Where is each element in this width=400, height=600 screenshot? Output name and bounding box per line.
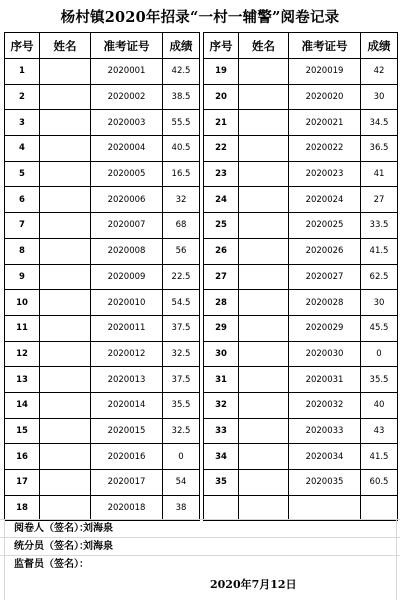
seq-cell: 18 xyxy=(5,495,40,521)
seq-cell: 26 xyxy=(204,238,239,264)
table-row xyxy=(204,213,398,239)
exam-id-cell: 2020034 xyxy=(289,444,361,470)
score-cell: 27 xyxy=(361,187,398,213)
table-row xyxy=(204,418,398,444)
exam-id-cell: 2020031 xyxy=(289,367,361,393)
exam-id-cell: 2020015 xyxy=(91,418,163,444)
header-exam-id: 准考证号 xyxy=(91,33,163,59)
name-cell xyxy=(239,290,289,316)
score-cell: 32.5 xyxy=(163,341,200,367)
seq-cell: 11 xyxy=(5,315,40,341)
name-cell xyxy=(239,264,289,290)
score-cell: 0 xyxy=(361,341,398,367)
name-cell xyxy=(40,264,91,290)
table-row xyxy=(5,187,200,213)
name-cell xyxy=(40,84,91,110)
exam-id-cell: 2020018 xyxy=(91,495,163,521)
exam-id-cell: 2020019 xyxy=(289,59,361,85)
seq-cell: 33 xyxy=(204,418,239,444)
exam-id-cell: 2020002 xyxy=(91,84,163,110)
seq-cell: 10 xyxy=(5,290,40,316)
exam-id-cell: 2020022 xyxy=(289,136,361,162)
marker-signature: 刘海泉 xyxy=(83,523,113,534)
exam-id-cell: 2020009 xyxy=(91,264,163,290)
name-cell xyxy=(239,187,289,213)
seq-cell: 32 xyxy=(204,392,239,418)
exam-id-cell: 2020010 xyxy=(91,290,163,316)
score-cell: 56 xyxy=(163,238,200,264)
seq-cell: 24 xyxy=(204,187,239,213)
score-cell: 0 xyxy=(163,444,200,470)
exam-id-cell: 2020033 xyxy=(289,418,361,444)
score-cell: 40.5 xyxy=(163,136,200,162)
seq-cell: 35 xyxy=(204,470,239,496)
score-cell: 30 xyxy=(361,84,398,110)
seq-cell: 25 xyxy=(204,213,239,239)
seq-cell: 31 xyxy=(204,367,239,393)
exam-id-cell: 2020012 xyxy=(91,341,163,367)
table-row xyxy=(5,213,200,239)
table-row xyxy=(5,444,200,470)
score-cell: 22.5 xyxy=(163,264,200,290)
empty-table-row xyxy=(204,495,398,521)
record-date: 2020年7月12日 xyxy=(210,578,297,591)
supervisor-label: 监督员（签名）： xyxy=(14,559,89,570)
table-row xyxy=(204,470,398,496)
table-row xyxy=(5,84,200,110)
score-cell: 43 xyxy=(361,418,398,444)
name-cell xyxy=(239,392,289,418)
table-row xyxy=(5,264,200,290)
exam-id-cell: 2020020 xyxy=(289,84,361,110)
header-name: 姓名 xyxy=(40,33,91,59)
seq-cell: 14 xyxy=(5,392,40,418)
table-row xyxy=(5,110,200,136)
seq-cell: 27 xyxy=(204,264,239,290)
empty-cell xyxy=(239,495,289,521)
score-table-left xyxy=(4,32,200,521)
name-cell xyxy=(40,187,91,213)
table-row xyxy=(204,187,398,213)
exam-id-cell: 2020008 xyxy=(91,238,163,264)
seq-cell: 16 xyxy=(5,444,40,470)
name-cell xyxy=(239,84,289,110)
table-row xyxy=(204,161,398,187)
table-row xyxy=(204,392,398,418)
seq-cell: 22 xyxy=(204,136,239,162)
exam-id-cell: 2020001 xyxy=(91,59,163,85)
score-cell: 35.5 xyxy=(163,392,200,418)
seq-cell: 8 xyxy=(5,238,40,264)
seq-cell: 13 xyxy=(5,367,40,393)
table-row xyxy=(204,367,398,393)
score-cell: 32 xyxy=(163,187,200,213)
exam-id-cell: 2020013 xyxy=(91,367,163,393)
name-cell xyxy=(239,136,289,162)
name-cell xyxy=(239,315,289,341)
table-row xyxy=(5,495,200,521)
table-row xyxy=(5,315,200,341)
score-cell: 41.5 xyxy=(361,444,398,470)
exam-id-cell: 2020028 xyxy=(289,290,361,316)
seq-cell: 2 xyxy=(5,84,40,110)
seq-cell: 6 xyxy=(5,187,40,213)
sheet-gridline xyxy=(396,519,397,600)
name-cell xyxy=(239,418,289,444)
score-cell: 33.5 xyxy=(361,213,398,239)
score-cell: 38 xyxy=(163,495,200,521)
sheet-gridline xyxy=(4,519,5,600)
header-exam-id: 准考证号 xyxy=(289,33,361,59)
seq-cell: 30 xyxy=(204,341,239,367)
header-score: 成绩 xyxy=(361,33,398,59)
table-row xyxy=(204,136,398,162)
seq-cell: 7 xyxy=(5,213,40,239)
score-cell: 36.5 xyxy=(361,136,398,162)
exam-id-cell: 2020016 xyxy=(91,444,163,470)
table-row xyxy=(204,59,398,85)
table-row xyxy=(204,110,398,136)
name-cell xyxy=(40,161,91,187)
name-cell xyxy=(239,59,289,85)
exam-id-cell: 2020011 xyxy=(91,315,163,341)
header-name: 姓名 xyxy=(239,33,289,59)
name-cell xyxy=(40,110,91,136)
exam-id-cell: 2020023 xyxy=(289,161,361,187)
exam-id-cell: 2020006 xyxy=(91,187,163,213)
score-cell: 54.5 xyxy=(163,290,200,316)
table-row xyxy=(204,264,398,290)
seq-cell: 5 xyxy=(5,161,40,187)
table-row xyxy=(204,315,398,341)
table-row xyxy=(204,290,398,316)
seq-cell: 17 xyxy=(5,470,40,496)
name-cell xyxy=(239,444,289,470)
name-cell xyxy=(239,161,289,187)
seq-cell: 23 xyxy=(204,161,239,187)
score-cell: 54 xyxy=(163,470,200,496)
name-cell xyxy=(40,290,91,316)
seq-cell: 20 xyxy=(204,84,239,110)
score-cell: 34.5 xyxy=(361,110,398,136)
name-cell xyxy=(40,341,91,367)
score-cell: 41.5 xyxy=(361,238,398,264)
name-cell xyxy=(239,110,289,136)
name-cell xyxy=(40,470,91,496)
table-row xyxy=(5,392,200,418)
tally-signature-line xyxy=(0,537,400,556)
table-row xyxy=(204,444,398,470)
score-cell: 37.5 xyxy=(163,367,200,393)
seq-cell: 4 xyxy=(5,136,40,162)
name-cell xyxy=(40,238,91,264)
exam-id-cell: 2020003 xyxy=(91,110,163,136)
name-cell xyxy=(40,418,91,444)
exam-id-cell: 2020005 xyxy=(91,161,163,187)
exam-id-cell: 2020004 xyxy=(91,136,163,162)
seq-cell: 15 xyxy=(5,418,40,444)
table-row xyxy=(5,418,200,444)
table-row xyxy=(5,161,200,187)
score-cell: 42.5 xyxy=(163,59,200,85)
name-cell xyxy=(239,367,289,393)
marker-signature-line xyxy=(0,519,400,538)
table-row xyxy=(204,341,398,367)
score-cell: 30 xyxy=(361,290,398,316)
table-header-row xyxy=(5,33,200,59)
table-row xyxy=(204,84,398,110)
tally-signature: 刘海泉 xyxy=(83,541,113,552)
seq-cell: 12 xyxy=(5,341,40,367)
exam-id-cell: 2020035 xyxy=(289,470,361,496)
name-cell xyxy=(239,238,289,264)
score-cell: 41 xyxy=(361,161,398,187)
exam-id-cell: 2020029 xyxy=(289,315,361,341)
name-cell xyxy=(40,315,91,341)
score-cell: 37.5 xyxy=(163,315,200,341)
name-cell xyxy=(40,136,91,162)
seq-cell: 28 xyxy=(204,290,239,316)
score-cell: 68 xyxy=(163,213,200,239)
exam-id-cell: 2020021 xyxy=(289,110,361,136)
exam-id-cell: 2020030 xyxy=(289,341,361,367)
score-cell: 62.5 xyxy=(361,264,398,290)
score-cell: 35.5 xyxy=(361,367,398,393)
exam-id-cell: 2020017 xyxy=(91,470,163,496)
empty-cell xyxy=(204,495,239,521)
header-seq: 序号 xyxy=(5,33,40,59)
exam-id-cell: 2020032 xyxy=(289,392,361,418)
page-title: 杨村镇2020年招录“一村一辅警”阅卷记录 xyxy=(60,9,340,26)
exam-id-cell: 2020026 xyxy=(289,238,361,264)
name-cell xyxy=(40,444,91,470)
table-row xyxy=(204,238,398,264)
name-cell xyxy=(40,59,91,85)
marker-label: 阅卷人（签名）： xyxy=(14,523,89,534)
header-seq: 序号 xyxy=(204,33,239,59)
seq-cell: 34 xyxy=(204,444,239,470)
table-row xyxy=(5,136,200,162)
exam-id-cell: 2020027 xyxy=(289,264,361,290)
exam-id-cell: 2020014 xyxy=(91,392,163,418)
table-row xyxy=(5,470,200,496)
name-cell xyxy=(239,470,289,496)
supervisor-signature-line xyxy=(0,555,400,574)
name-cell xyxy=(239,341,289,367)
exam-id-cell: 2020024 xyxy=(289,187,361,213)
name-cell xyxy=(40,495,91,521)
seq-cell: 21 xyxy=(204,110,239,136)
tally-label: 统分员（签名）： xyxy=(14,541,89,552)
score-cell: 16.5 xyxy=(163,161,200,187)
name-cell xyxy=(40,367,91,393)
empty-cell xyxy=(289,495,361,521)
seq-cell: 1 xyxy=(5,59,40,85)
score-cell: 60.5 xyxy=(361,470,398,496)
name-cell xyxy=(239,213,289,239)
empty-cell xyxy=(361,495,398,521)
table-header-row xyxy=(204,33,398,59)
score-cell: 55.5 xyxy=(163,110,200,136)
seq-cell: 9 xyxy=(5,264,40,290)
score-table-right xyxy=(203,32,398,521)
exam-id-cell: 2020025 xyxy=(289,213,361,239)
score-cell: 45.5 xyxy=(361,315,398,341)
score-cell: 32.5 xyxy=(163,418,200,444)
seq-cell: 29 xyxy=(204,315,239,341)
score-cell: 42 xyxy=(361,59,398,85)
exam-id-cell: 2020007 xyxy=(91,213,163,239)
table-row xyxy=(5,341,200,367)
seq-cell: 19 xyxy=(204,59,239,85)
name-cell xyxy=(40,392,91,418)
table-row xyxy=(5,238,200,264)
score-cell: 40 xyxy=(361,392,398,418)
table-row xyxy=(5,290,200,316)
table-row xyxy=(5,367,200,393)
name-cell xyxy=(40,213,91,239)
seq-cell: 3 xyxy=(5,110,40,136)
header-score: 成绩 xyxy=(163,33,200,59)
score-cell: 38.5 xyxy=(163,84,200,110)
table-row xyxy=(5,59,200,85)
